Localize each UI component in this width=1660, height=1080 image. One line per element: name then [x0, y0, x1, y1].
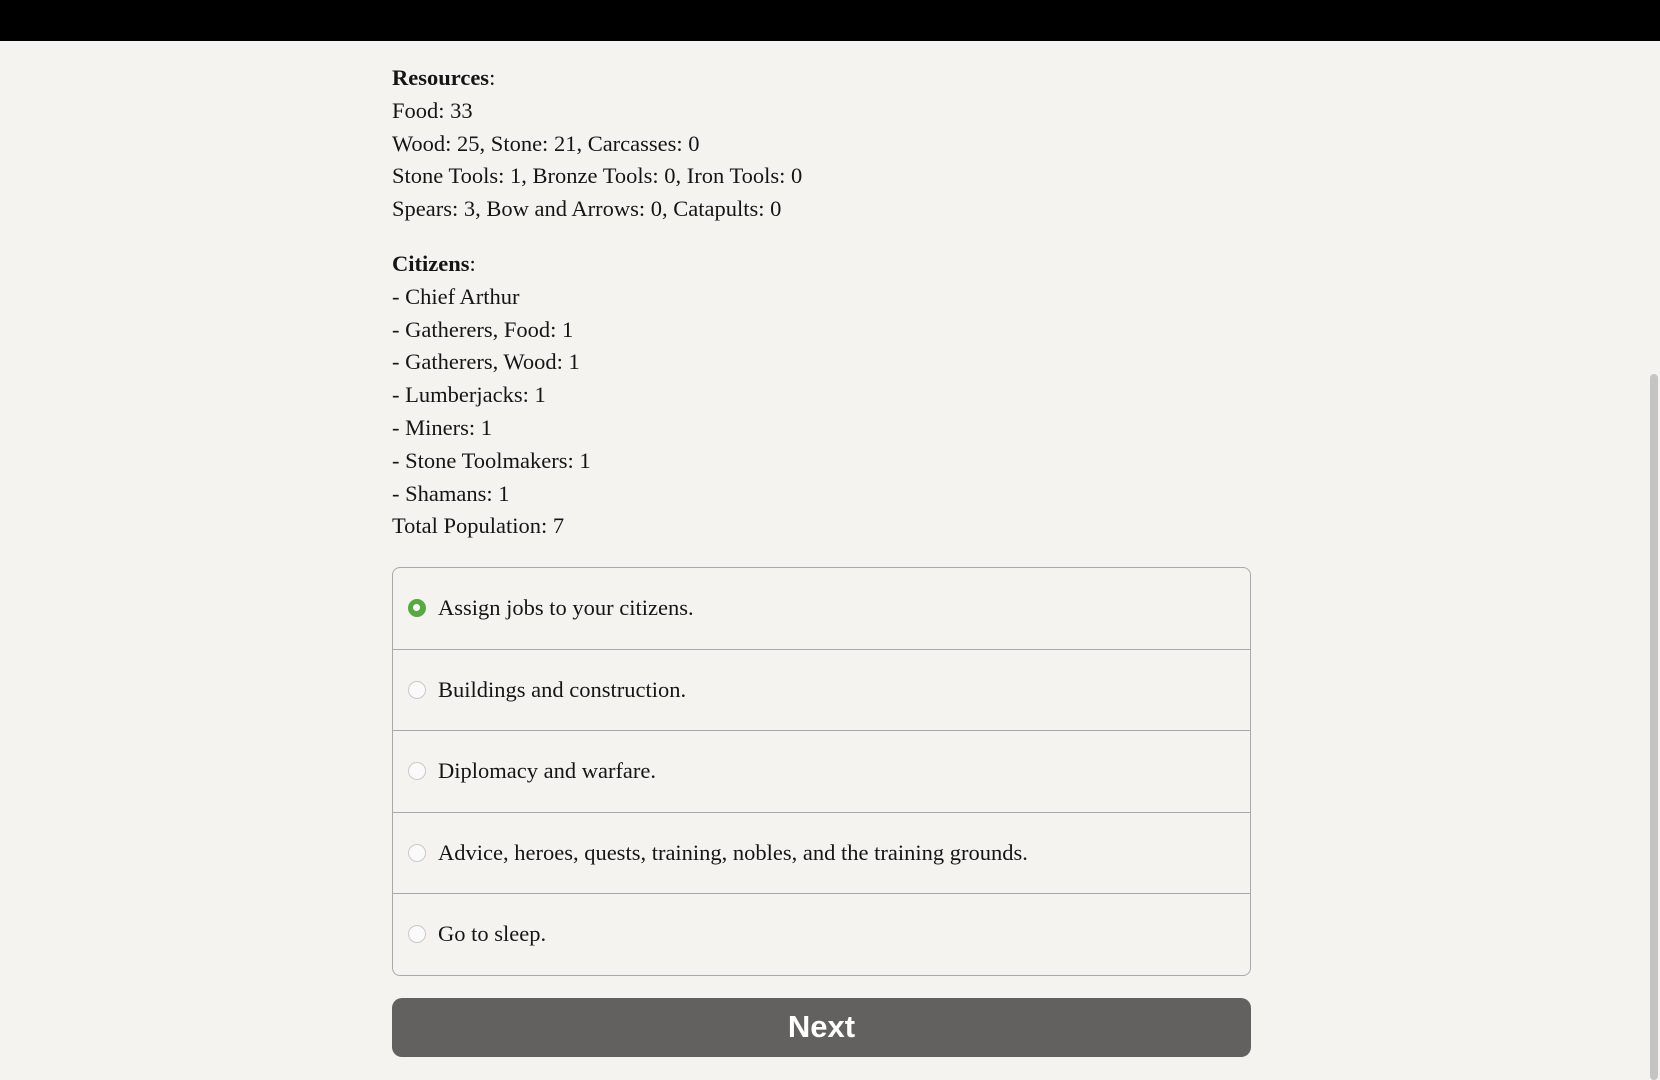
resource-line: Wood: 25, Stone: 21, Carcasses: 0	[392, 130, 700, 156]
stats-panel	[392, 62, 1252, 543]
citizen-line: - Chief Arthur	[392, 283, 520, 309]
citizen-line: - Lumberjacks: 1	[392, 382, 546, 408]
citizen-line: - Gatherers, Food: 1	[392, 316, 574, 342]
radio-icon[interactable]	[408, 844, 426, 862]
radio-icon[interactable]	[408, 681, 426, 699]
scrollbar-thumb[interactable]	[1650, 374, 1658, 1080]
citizen-line: - Shamans: 1	[392, 480, 510, 506]
choice-label: Advice, heroes, quests, training, nobles, and the training grounds.	[438, 839, 1028, 865]
choice-label: Go to sleep.	[438, 921, 547, 947]
choice-advice[interactable]	[393, 813, 1250, 895]
citizens-heading: Citizens:	[392, 250, 476, 276]
choice-label: Assign jobs to your citizens.	[438, 595, 694, 621]
choice-list	[392, 567, 1251, 976]
resources-heading: Resources:	[392, 65, 496, 90]
game-content	[392, 62, 1252, 1057]
radio-icon[interactable]	[408, 762, 426, 780]
resource-line: Stone Tools: 1, Bronze Tools: 0, Iron Tools: 0	[392, 163, 803, 189]
citizen-line: - Gatherers, Wood: 1	[392, 349, 580, 375]
choice-buildings[interactable]	[393, 650, 1250, 732]
next-button[interactable]: Next	[392, 998, 1251, 1057]
choice-label: Diplomacy and warfare.	[438, 758, 657, 784]
top-bar	[0, 0, 1660, 41]
choice-sleep[interactable]	[393, 894, 1250, 975]
citizen-line: - Stone Toolmakers: 1	[392, 447, 591, 473]
choice-diplomacy[interactable]	[393, 731, 1250, 813]
citizens-title: Citizens	[392, 250, 470, 276]
resource-line: Spears: 3, Bow and Arrows: 0, Catapults: 0	[392, 196, 782, 222]
citizens-block	[392, 248, 1252, 543]
choice-assign-jobs[interactable]	[393, 568, 1250, 650]
resources-block	[392, 62, 1252, 226]
choice-label: Buildings and construction.	[438, 676, 687, 702]
citizen-line: - Miners: 1	[392, 414, 492, 440]
resource-line: Food: 33	[392, 97, 473, 123]
resources-title: Resources	[392, 65, 490, 90]
radio-checked-icon[interactable]	[408, 599, 426, 617]
total-population: Total Population: 7	[392, 513, 565, 539]
radio-icon[interactable]	[408, 925, 426, 943]
